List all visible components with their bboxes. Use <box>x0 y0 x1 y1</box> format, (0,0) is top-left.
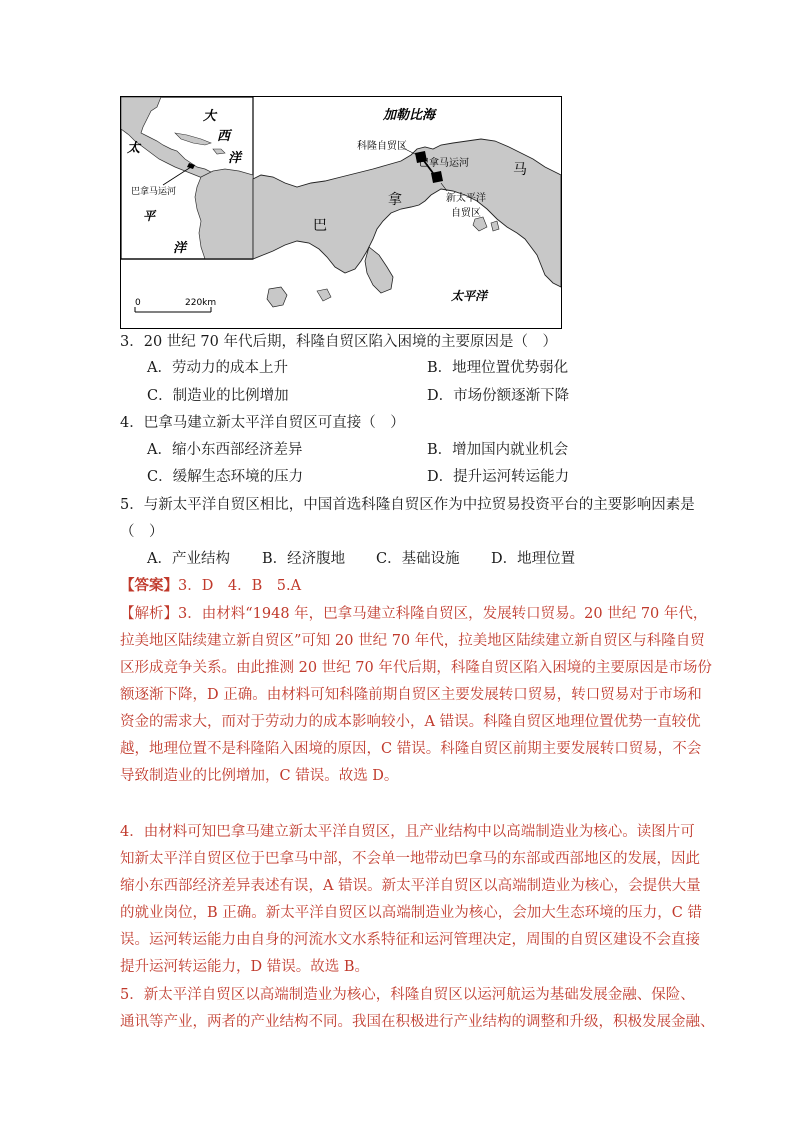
analysis-line: 缩小东西部经济差异表述有误，A 错误。新太平洋自贸区以高端制造业为核心，会提供大量 <box>120 878 701 894</box>
q4-option-d: D．提升运河转运能力 <box>427 469 570 485</box>
analysis-line: 误。运河转运能力由自身的河流水文水系特征和运河管理决定，周围的自贸区建设不会直接 <box>120 932 700 948</box>
panama-map <box>120 96 562 329</box>
map-label-na: 拿 <box>388 192 402 208</box>
q3-option-b: B．地理位置优势弱化 <box>427 360 569 376</box>
analysis-line: 区形成竞争关系。由此推测 20 世纪 70 年代后期，科隆自贸区陷入困境的主要原因是市场份 <box>120 660 712 676</box>
map-label-canal: 巴拿马运河 <box>419 158 469 169</box>
analysis-line: 额逐渐下降，D 正确。由材料可知科隆前期自贸区主要发展转口贸易，转口贸易对于市场和 <box>120 687 702 703</box>
analysis-line: 提升运河转运能力，D 错误。故选 B。 <box>120 959 369 975</box>
map-label-caribbean: 加勒比海 <box>383 108 436 123</box>
q3-option-d: D．市场份额逐渐下降 <box>427 388 570 404</box>
q4-stem: 4．巴拿马建立新太平洋自贸区可直接（ ） <box>120 415 405 431</box>
analysis-line: 越，地理位置不是科隆陷入困境的原因，C 错误。科隆自贸区前期主要发展转口贸易，不会 <box>120 741 702 757</box>
scale-label-zero: 0 <box>135 298 141 308</box>
map-label-ma: 马 <box>513 162 527 178</box>
scale-label-220: 220km <box>185 298 217 308</box>
analysis-line: 通讯等产业，两者的产业结构不同。我国在积极进行产业结构的调整和升级，积极发展金融、 <box>120 1014 715 1030</box>
q5-option-a: A．产业结构 <box>147 551 230 567</box>
inset-label-canal: 巴拿马运河 <box>131 187 177 197</box>
q5-option-d: D．地理位置 <box>491 551 576 567</box>
pearl-island-2 <box>491 221 499 231</box>
q3-option-c: C．制造业的比例增加 <box>147 388 289 404</box>
q5-option-b: B．经济腹地 <box>262 551 346 567</box>
q4-option-a: A．缩小东西部经济差异 <box>147 442 303 458</box>
analysis-line: 4．由材料可知巴拿马建立新太平洋自贸区，且产业结构中以高端制造业为核心。读图片可 <box>120 824 695 840</box>
map-label-ba: 巴 <box>313 218 327 234</box>
answer-text: 3．D 4．B 5.A <box>178 578 302 594</box>
pearl-island <box>473 217 487 231</box>
inset-label-da: 大 <box>203 109 217 124</box>
coiba-island <box>267 287 287 307</box>
answer-line <box>120 576 301 596</box>
q5-option-c: C．基础设施 <box>376 551 460 567</box>
q5-stem: 5．与新太平洋自贸区相比，中国首选科隆自贸区作为中拉贸易投资平台的主要影响因素是 <box>120 497 695 513</box>
analysis-line: 的就业岗位，B 正确。新太平洋自贸区以高端制造业为核心，会加大生态环境的压力，C 错 <box>120 905 702 921</box>
inset-label-ping: 平 <box>143 209 156 223</box>
inset-label-yang2: 洋 <box>173 241 187 256</box>
analysis-line: 知新太平洋自贸区位于巴拿马中部，不会单一地带动巴拿马的东部或西部地区的发展，因此 <box>120 851 700 867</box>
analysis-line: 【解析】3．由材料“1948 年，巴拿马建立科隆自贸区，发展转口贸易。20 世纪 70 年代， <box>120 606 708 622</box>
inset-label-yang1: 洋 <box>228 151 242 166</box>
small-island <box>317 289 331 301</box>
analysis-line: 拉美地区陆续建立新自贸区”可知 20 世纪 70 年代，拉美地区陆续建立新自贸区与科隆自贸 <box>120 633 705 649</box>
analysis-line: 资金的需求大，而对于劳动力的成本影响较小，A 错误。科隆自贸区地理位置优势一直较优 <box>120 714 701 730</box>
q5-stem-cont: （ ） <box>120 524 164 540</box>
answer-tag: 【答案】 <box>120 577 178 594</box>
q3-option-a: A．劳动力的成本上升 <box>147 360 288 376</box>
inset-south-america <box>195 169 253 259</box>
inset-label-tai: 太 <box>127 141 141 156</box>
q4-option-c: C．缓解生态环境的压力 <box>147 469 304 485</box>
map-label-new-pacific-1: 新太平洋 <box>446 193 486 204</box>
inset-label-xi: 西 <box>217 129 231 144</box>
analysis-line: 导致制造业的比例增加，C 错误。故选 D。 <box>120 768 399 784</box>
map-graphic <box>121 97 561 328</box>
map-label-new-pacific-2: 自贸区 <box>451 208 481 219</box>
analysis-line: 5．新太平洋自贸区以高端制造业为核心，科隆自贸区以运河航运为基础发展金融、保险、 <box>120 987 695 1003</box>
azuero-peninsula <box>365 247 393 293</box>
q3-stem: 3．20 世纪 70 年代后期，科隆自贸区陷入困境的主要原因是（ ） <box>120 334 557 350</box>
map-label-pacific: 太平洋 <box>451 289 488 303</box>
q4-option-b: B．增加国内就业机会 <box>427 442 569 458</box>
map-label-colon-zone: 科隆自贸区 <box>357 141 407 152</box>
